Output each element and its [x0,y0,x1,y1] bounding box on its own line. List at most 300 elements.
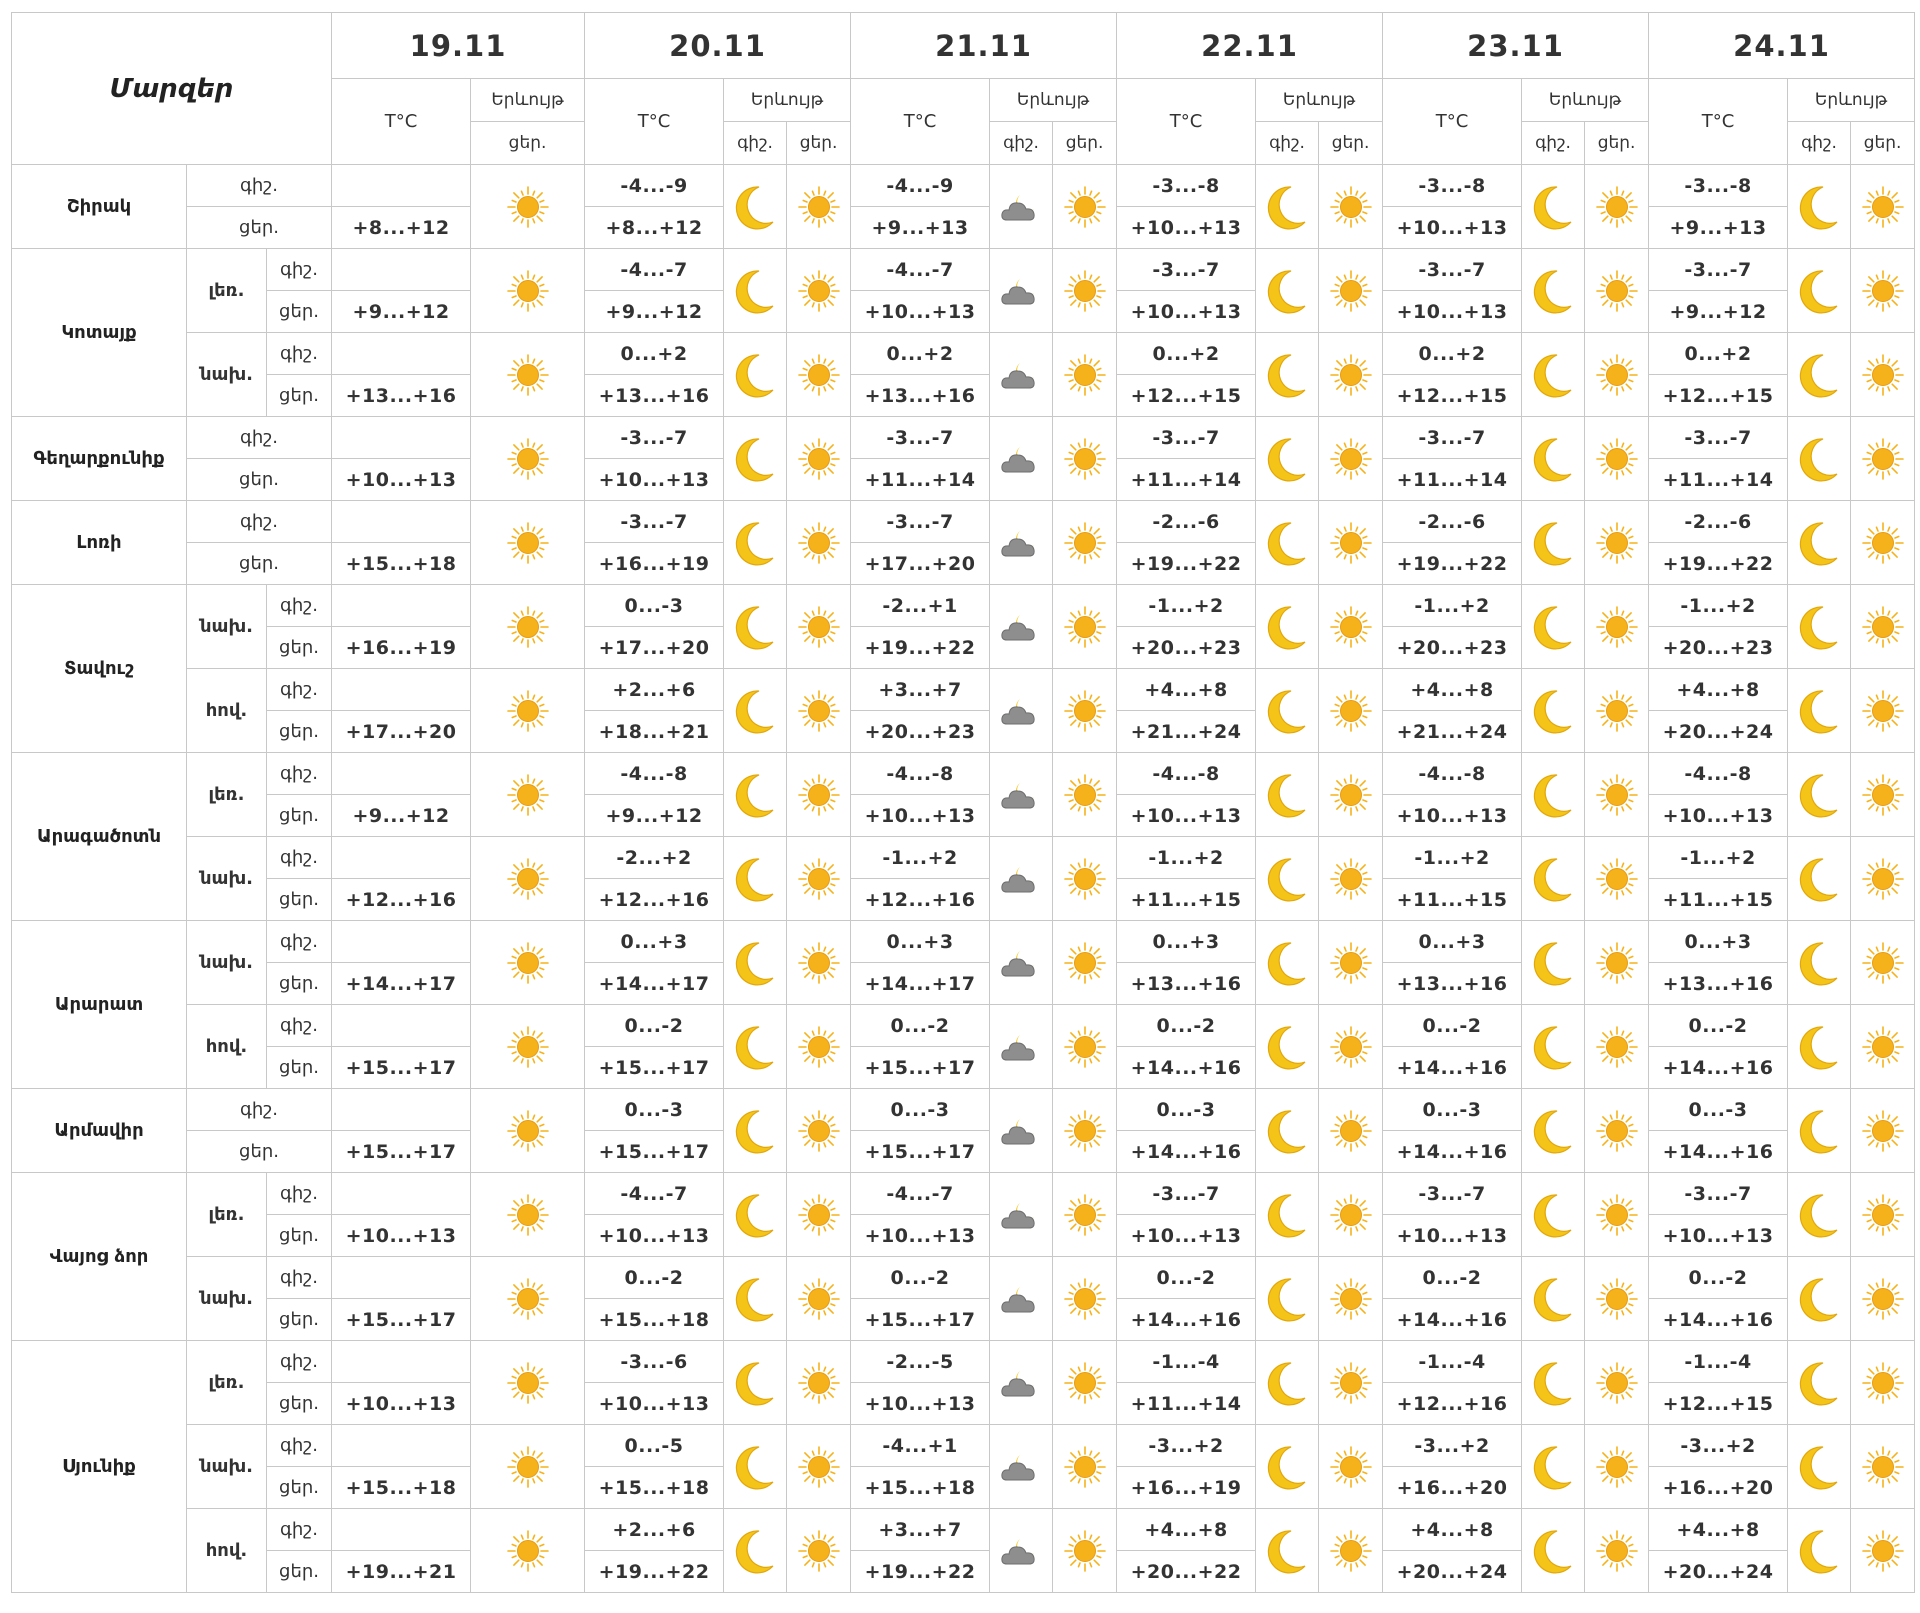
weather-icon-cell [990,249,1053,333]
moon-icon [1522,350,1584,400]
sun-icon-graphic [506,1109,550,1153]
night-temperature [1649,1425,1788,1467]
table-row [12,249,1915,291]
day-temperature [1649,1551,1788,1593]
weather-icon-cell [1053,921,1117,1005]
day-temperature-text: +9...+13 [871,216,969,239]
weather-icon-cell [1053,669,1117,753]
sun-icon-graphic [1329,1529,1373,1573]
sun-icon-graphic [506,521,550,565]
night-temperature-text: -1...-4 [1418,1350,1486,1373]
time-of-day-label [267,1341,332,1383]
date-header-text: 21.11 [935,28,1032,63]
time-of-day-label [267,921,332,963]
moon-icon-graphic [1530,350,1576,400]
night-temperature [1649,1173,1788,1215]
sun-icon-graphic [1329,1361,1373,1405]
night-temperature-text: 0...+2 [1418,342,1486,365]
moon-icon [1256,1106,1318,1156]
table-row [12,837,1915,879]
day-temperature [1383,1383,1522,1425]
night-temperature-text: -3...-7 [1684,258,1752,281]
cloud-moon-icon-graphic [998,775,1044,815]
weather-icon-cell [1522,1341,1585,1425]
night-temperature-text: -3...-7 [886,426,954,449]
night-temperature [1117,1257,1256,1299]
night-temperature-text: -1...+2 [1414,594,1490,617]
day-subheader [1053,122,1117,165]
sun-icon [471,1109,584,1153]
weather-icon-cell [724,753,787,837]
night-temperature [851,165,990,207]
zone-label-text: լեռ. [208,1372,245,1393]
date-header [332,13,585,79]
sun-icon [1585,1445,1648,1489]
sun-icon-graphic [1063,1109,1107,1153]
weather-icon-cell [471,1005,585,1089]
weather-icon-cell [990,753,1053,837]
temp-header-text: T°C [637,111,671,132]
time-of-day-label [267,375,332,417]
night-temperature [1383,585,1522,627]
sun-icon [471,185,584,229]
sun-icon-graphic [797,773,841,817]
cloud-moon-icon-graphic [998,1447,1044,1487]
day-temperature [585,375,724,417]
sun-icon-graphic [1329,857,1373,901]
moon-icon [1522,1442,1584,1492]
sun-icon [787,941,850,985]
night-temperature [1383,1257,1522,1299]
moon-icon-graphic [1264,266,1310,316]
weather-icon-cell [1256,1089,1319,1173]
night-temperature [1649,333,1788,375]
weather-icon-cell [471,417,585,501]
night-temperature [851,1257,990,1299]
moon-icon [724,938,786,988]
night-temperature [585,837,724,879]
sun-icon-graphic [797,941,841,985]
night-temperature [1383,669,1522,711]
night-temperature-text: -4...-7 [886,258,954,281]
day-temperature-text: +9...+13 [1669,216,1767,239]
moon-icon [1256,1442,1318,1492]
weather-icon-cell [1256,1005,1319,1089]
night-temperature-text: -3...-7 [1418,1182,1486,1205]
time-of-day-label-text: գիշ. [280,1267,318,1288]
weather-icon-cell [1788,249,1851,333]
sun-icon [1585,1529,1648,1573]
weather-icon-cell [787,1089,851,1173]
night-subheader [990,122,1053,165]
weather-header-text: Երևույթ [491,90,564,110]
time-of-day-label-text: գիշ. [280,847,318,868]
weather-icon-cell [1319,1425,1383,1509]
sun-icon-graphic [797,269,841,313]
cloud-moon-icon-graphic [998,943,1044,983]
day-temperature [332,627,471,669]
sun-icon-graphic [1595,1109,1639,1153]
weather-icon-cell [787,753,851,837]
moon-icon [1522,770,1584,820]
weather-icon-cell [1256,417,1319,501]
day-temperature [851,375,990,417]
day-temperature-text: +15...+18 [345,1476,457,1499]
weather-icon-cell [1319,1005,1383,1089]
table-row [12,585,1915,627]
sun-icon [1319,1445,1382,1489]
moon-icon-graphic [732,1190,778,1240]
sun-icon-graphic [1861,353,1905,397]
day-temperature-text: +17...+20 [864,552,976,575]
table-row [12,165,1915,207]
moon-icon [1256,1022,1318,1072]
sun-icon-graphic [797,1361,841,1405]
night-temperature-text: -4...-8 [1684,762,1752,785]
weather-icon-cell [1319,1257,1383,1341]
sun-icon [1053,605,1116,649]
sun-icon [471,521,584,565]
day-temperature [1383,711,1522,753]
cloud-moon-icon-graphic [998,691,1044,731]
cloud-moon-icon [990,355,1052,395]
night-temperature-text: -3...+2 [1148,1434,1224,1457]
date-header [1117,13,1383,79]
weather-icon-cell [1788,501,1851,585]
sun-icon [1319,605,1382,649]
date-header-text: 19.11 [409,28,507,63]
temp-header [332,79,471,165]
moon-icon [724,854,786,904]
night-temperature [332,669,471,711]
night-temperature [1117,1005,1256,1047]
day-temperature [851,291,990,333]
sun-icon [1851,521,1914,565]
zone-label-text: հով. [205,1540,248,1561]
weather-icon-cell [787,1425,851,1509]
moon-icon [724,1022,786,1072]
region-name [12,1089,187,1173]
day-temperature [1383,1551,1522,1593]
sun-icon-graphic [1329,353,1373,397]
cloud-moon-icon-graphic [998,1531,1044,1571]
sun-icon [1851,941,1914,985]
weather-icon-cell [1851,1341,1915,1425]
moon-icon [1256,686,1318,736]
night-temperature-text: -3...-7 [1152,1182,1220,1205]
moon-icon-graphic [732,266,778,316]
day-subheader [1851,122,1915,165]
weather-icon-cell [1522,921,1585,1005]
weather-icon-cell [990,1005,1053,1089]
weather-icon-cell [1319,921,1383,1005]
night-temperature [1117,1509,1256,1551]
day-temperature-text: +20...+23 [1130,636,1242,659]
weather-icon-cell [1851,669,1915,753]
sun-icon [1053,773,1116,817]
weather-icon-cell [471,1257,585,1341]
moon-icon [724,686,786,736]
time-of-day-label-text: ցեր. [239,217,279,238]
weather-icon-cell [471,753,585,837]
sun-icon [787,1445,850,1489]
time-of-day-label-text: ցեր. [279,805,319,826]
moon-icon-graphic [1264,854,1310,904]
weather-icon-cell [724,417,787,501]
sun-icon-graphic [1063,605,1107,649]
day-temperature-text: +15...+17 [345,1308,457,1331]
moon-icon-graphic [1796,770,1842,820]
sun-icon [787,689,850,733]
sun-icon [787,605,850,649]
weather-icon-cell [1053,1425,1117,1509]
forecast-table-body [12,13,1915,1593]
sun-icon-graphic [797,857,841,901]
day-temperature-text: +14...+16 [1662,1056,1774,1079]
sun-icon [1585,1361,1648,1405]
sun-icon [787,521,850,565]
night-temperature-text: -4...-8 [1152,762,1220,785]
sun-icon-graphic [797,1445,841,1489]
weather-icon-cell [1256,1173,1319,1257]
weather-icon-cell [1851,585,1915,669]
day-temperature [1649,291,1788,333]
weather-icon-cell [1788,1257,1851,1341]
weather-icon-cell [1319,1341,1383,1425]
day-temperature [332,1131,471,1173]
day-temperature-text: +16...+20 [1662,1476,1774,1499]
weather-icon-cell [1585,1089,1649,1173]
moon-icon-graphic [732,938,778,988]
time-of-day-label [267,291,332,333]
day-temperature-text: +17...+20 [345,720,457,743]
moon-icon-graphic [1264,350,1310,400]
day-temperature [1383,543,1522,585]
day-temperature [332,1299,471,1341]
region-name [12,753,187,921]
night-temperature [1383,1509,1522,1551]
weather-icon-cell [1053,333,1117,417]
sun-icon-graphic [1595,773,1639,817]
moon-icon-graphic [732,854,778,904]
zone-label-text: լեռ. [208,280,245,301]
moon-icon-graphic [1796,182,1842,232]
night-temperature-text: -2...+2 [616,846,692,869]
sun-icon-graphic [1861,1109,1905,1153]
weather-icon-cell [471,837,585,921]
moon-icon [1256,854,1318,904]
sun-icon [1053,941,1116,985]
sun-icon-graphic [1861,1025,1905,1069]
sun-icon [787,1025,850,1069]
night-temperature [1383,333,1522,375]
day-temperature-text: +13...+16 [1130,972,1242,995]
day-temperature [851,543,990,585]
time-of-day-label-text: ցեր. [279,385,319,406]
night-temperature-text: -3...+2 [1680,1434,1756,1457]
day-temperature-text: +10...+13 [1130,1224,1242,1247]
weather-icon-cell [1319,669,1383,753]
cloud-moon-icon-graphic [998,1027,1044,1067]
night-temperature [1383,501,1522,543]
weather-icon-cell [1053,837,1117,921]
sun-icon-graphic [1063,1529,1107,1573]
day-temperature-text: +11...+15 [1662,888,1774,911]
temp-header [1649,79,1788,165]
time-of-day-label [267,333,332,375]
sun-icon [1319,1529,1382,1573]
weather-icon-cell [1256,1341,1319,1425]
night-temperature-text: 0...+3 [620,930,688,953]
sun-icon [787,773,850,817]
day-temperature [332,1551,471,1593]
night-temperature [585,249,724,291]
weather-icon-cell [1851,921,1915,1005]
day-temperature-text: +15...+17 [864,1308,976,1331]
day-temperature-text: +14...+16 [1396,1140,1508,1163]
night-temperature-text: 0...-2 [624,1014,684,1037]
night-temperature [585,669,724,711]
weather-icon-cell [1256,249,1319,333]
time-of-day-label-text: գիշ. [280,259,318,280]
sun-icon [787,185,850,229]
moon-icon [1256,770,1318,820]
sun-icon [471,1529,584,1573]
weather-icon-cell [724,1089,787,1173]
day-temperature [1383,879,1522,921]
weather-icon-cell [1053,1257,1117,1341]
night-temperature [585,417,724,459]
day-temperature [1383,207,1522,249]
sun-icon-graphic [506,353,550,397]
forecast-table-container [11,12,1915,1593]
cloud-moon-icon-graphic [998,439,1044,479]
day-subheader-text: ցեր. [508,133,547,153]
day-temperature-text: +20...+24 [1662,720,1774,743]
night-temperature [1649,585,1788,627]
weather-header-text: Երևույթ [1016,90,1090,110]
weather-icon-cell [1585,417,1649,501]
night-temperature [332,837,471,879]
moon-icon [1788,1022,1850,1072]
time-of-day-label-text: գիշ. [280,595,318,616]
sun-icon-graphic [506,1445,550,1489]
day-temperature-text: +14...+17 [598,972,710,995]
day-temperature-text: +10...+13 [1130,216,1242,239]
weather-icon-cell [990,1173,1053,1257]
zone-label [187,1509,267,1593]
sun-icon-graphic [1329,1445,1373,1489]
day-temperature [851,1299,990,1341]
day-subheader [1585,122,1649,165]
sun-icon [1851,605,1914,649]
sun-icon-graphic [1595,1445,1639,1489]
night-temperature [1117,753,1256,795]
zone-label-text: նախ. [199,364,253,385]
night-temperature-text: 0...+3 [886,930,954,953]
sun-icon-graphic [1063,857,1107,901]
time-of-day-label [267,879,332,921]
day-temperature [1383,627,1522,669]
day-temperature-text: +11...+15 [1396,888,1508,911]
day-temperature [585,711,724,753]
temp-header-text: T°C [1169,111,1203,132]
cloud-moon-icon-graphic [998,523,1044,563]
sun-icon-graphic [1595,1529,1639,1573]
day-temperature [1649,1383,1788,1425]
moon-icon-graphic [732,1022,778,1072]
moon-icon [724,266,786,316]
table-row [12,1173,1915,1215]
day-temperature [585,207,724,249]
weather-icon-cell [1585,1257,1649,1341]
weather-icon-cell [1319,1173,1383,1257]
night-temperature [332,501,471,543]
sun-icon [1319,437,1382,481]
region-name-text: Շիրակ [66,196,132,217]
sun-icon-graphic [797,353,841,397]
day-temperature-text: +20...+24 [1396,1560,1508,1583]
weather-icon-cell [724,837,787,921]
time-of-day-label-text: ցեր. [279,1561,319,1582]
weather-icon-cell [1522,1089,1585,1173]
sun-icon [787,1109,850,1153]
sun-icon [1053,353,1116,397]
night-temperature-text: 0...-2 [1688,1266,1748,1289]
day-temperature [851,711,990,753]
day-temperature-text: +10...+13 [864,1392,976,1415]
day-temperature [1649,1047,1788,1089]
time-of-day-label [267,669,332,711]
sun-icon [1851,1361,1914,1405]
night-temperature [585,1341,724,1383]
weather-icon-cell [1522,333,1585,417]
sun-icon [1585,521,1648,565]
moon-icon [724,1526,786,1576]
day-temperature [851,1467,990,1509]
sun-icon [1053,857,1116,901]
moon-icon [1788,434,1850,484]
day-temperature [332,291,471,333]
sun-icon-graphic [1063,773,1107,817]
day-temperature-text: +13...+16 [598,384,710,407]
sun-icon [1585,269,1648,313]
night-temperature-text: -4...-8 [620,762,688,785]
moon-icon [724,434,786,484]
weather-icon-cell [1319,333,1383,417]
night-temperature [585,921,724,963]
region-name-text: Գեղարքունիք [33,448,165,469]
zone-label [187,585,267,669]
sun-icon [471,1361,584,1405]
moon-icon [1788,1274,1850,1324]
moon-icon-graphic [1796,266,1842,316]
moon-icon-graphic [1530,1274,1576,1324]
night-temperature-text: 0...-3 [624,594,684,617]
table-row [12,1509,1915,1551]
night-temperature-text: -3...-7 [620,510,688,533]
day-temperature-text: +19...+22 [1662,552,1774,575]
day-temperature-text: +14...+16 [1396,1056,1508,1079]
forecast-table [11,12,1915,1593]
sun-icon [1851,437,1914,481]
sun-icon-graphic [506,1529,550,1573]
day-temperature-text: +11...+15 [1130,888,1242,911]
moon-icon [724,1106,786,1156]
sun-icon [787,353,850,397]
weather-icon-cell [1053,1005,1117,1089]
night-temperature-text: 0...-3 [1688,1098,1748,1121]
